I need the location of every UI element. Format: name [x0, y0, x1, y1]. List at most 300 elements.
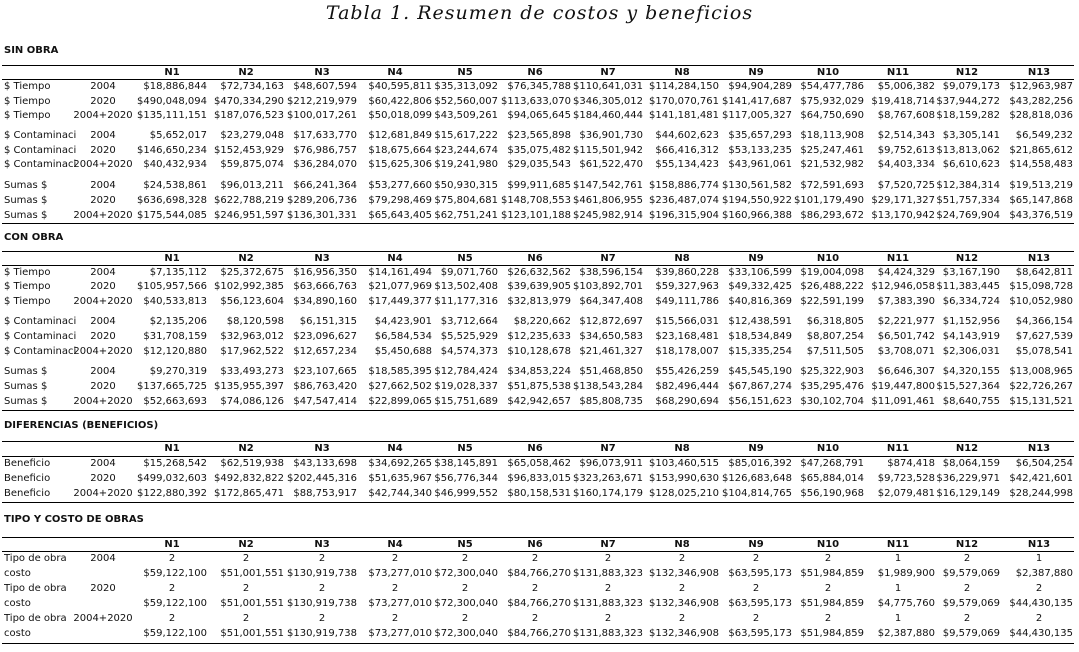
column-header-n7: N7: [600, 443, 616, 454]
cell-n2: $470,334,290: [214, 96, 284, 107]
cell-n9: $160,966,388: [722, 210, 792, 221]
cell-n10: $101,179,490: [794, 195, 864, 206]
cell-n13: $22,726,267: [1009, 381, 1073, 392]
cell-n11: $4,403,334: [877, 159, 935, 170]
cell-n1: $636,698,328: [137, 195, 207, 206]
cell-n11: $13,170,942: [871, 210, 935, 221]
column-header-n12: N12: [955, 443, 979, 454]
cell-n3: $43,133,698: [293, 458, 357, 469]
cell-n10: $30,102,704: [800, 396, 864, 407]
cell-n2: $187,076,523: [214, 110, 284, 121]
cell-n3: $130,919,738: [287, 628, 357, 639]
row-year: 2004+2020: [73, 396, 133, 407]
column-header-n3: N3: [314, 253, 330, 264]
table-row: [0, 473, 1079, 485]
cell-n9: 2: [752, 613, 760, 624]
cell-n2: $23,279,048: [220, 130, 284, 141]
cell-n11: $2,079,481: [877, 488, 935, 499]
column-header-row: [0, 539, 1079, 551]
column-header-n11: N11: [886, 539, 910, 550]
cell-n3: $136,301,331: [287, 210, 357, 221]
cell-n7: $346,305,012: [573, 96, 643, 107]
table-row: [0, 613, 1079, 625]
cell-n11: $19,418,714: [871, 96, 935, 107]
cell-n11: $9,723,528: [877, 473, 935, 484]
cell-n4: $21,077,969: [368, 281, 432, 292]
cell-n10: $75,932,029: [800, 96, 864, 107]
cell-n8: 2: [678, 583, 686, 594]
cell-n9: 2: [752, 583, 760, 594]
cell-n13: $10,052,980: [1009, 296, 1073, 307]
cell-n9: $33,106,599: [728, 267, 792, 278]
cell-n5: $46,999,552: [434, 488, 498, 499]
column-header-n7: N7: [600, 67, 616, 78]
column-header-n3: N3: [314, 539, 330, 550]
cell-n7: $38,596,154: [579, 267, 643, 278]
cell-n11: 1: [894, 583, 902, 594]
column-header-n9: N9: [748, 253, 764, 264]
cell-n8: $236,487,074: [649, 195, 719, 206]
cell-n13: $15,098,728: [1009, 281, 1073, 292]
cell-n7: $461,806,955: [573, 195, 643, 206]
table-row: [0, 130, 1079, 142]
cell-n6: $113,633,070: [501, 96, 571, 107]
row-label: $ Contaminaci: [4, 145, 77, 156]
tipo_costo-header-rule: [2, 551, 1074, 552]
table-title: Tabla 1. Resumen de costos y beneficios: [325, 2, 754, 24]
cell-n7: $131,883,323: [573, 598, 643, 609]
cell-n5: 2: [461, 553, 469, 564]
cell-n5: $15,751,689: [434, 396, 498, 407]
cell-n4: $34,692,265: [368, 458, 432, 469]
cell-n9: $117,005,327: [722, 110, 792, 121]
cell-n2: $56,123,604: [220, 296, 284, 307]
cell-n9: $40,816,369: [728, 296, 792, 307]
column-header-n4: N4: [387, 253, 403, 264]
cell-n5: $3,712,664: [440, 316, 498, 327]
cell-n8: $66,416,312: [655, 145, 719, 156]
cell-n11: 1: [894, 553, 902, 564]
cell-n4: $6,584,534: [374, 331, 432, 342]
cell-n12: $11,383,445: [936, 281, 1000, 292]
cell-n2: $59,875,074: [220, 159, 284, 170]
cell-n8: $196,315,904: [649, 210, 719, 221]
cell-n8: $55,426,259: [655, 366, 719, 377]
con_obra-header-rule: [2, 265, 1074, 266]
row-year: 2020: [90, 473, 116, 484]
tipo_costo-bottom-rule: [2, 643, 1074, 644]
column-header-n1: N1: [164, 253, 180, 264]
cell-n4: $22,899,065: [368, 396, 432, 407]
cell-n6: $34,853,224: [507, 366, 571, 377]
row-label: Sumas $: [4, 180, 48, 191]
cell-n3: $100,017,261: [287, 110, 357, 121]
cell-n2: 2: [242, 553, 250, 564]
tipo-costo-heading: TIPO Y COSTO DE OBRAS: [4, 514, 144, 525]
column-header-n2: N2: [238, 253, 254, 264]
cell-n4: 2: [391, 553, 399, 564]
cell-n10: $22,591,199: [800, 296, 864, 307]
cell-n2: $246,951,597: [214, 210, 284, 221]
table-row: [0, 366, 1079, 378]
cell-n1: $7,135,112: [149, 267, 207, 278]
sin-obra-heading: SIN OBRA: [4, 45, 59, 56]
cell-n2: 2: [242, 613, 250, 624]
column-header-n9: N9: [748, 67, 764, 78]
cell-n12: 2: [963, 613, 971, 624]
cell-n2: $62,519,938: [220, 458, 284, 469]
cell-n10: $6,318,805: [806, 316, 864, 327]
cell-n8: $39,860,228: [655, 267, 719, 278]
cell-n6: 2: [531, 583, 539, 594]
cell-n10: $35,295,476: [800, 381, 864, 392]
cell-n4: $73,277,010: [368, 628, 432, 639]
cell-n12: $9,579,069: [942, 568, 1000, 579]
column-header-n6: N6: [527, 67, 543, 78]
cell-n7: 2: [604, 553, 612, 564]
cell-n2: $135,955,397: [214, 381, 284, 392]
row-label: Tipo de obra: [4, 583, 67, 594]
cell-n5: 2: [461, 583, 469, 594]
cell-n6: $42,942,657: [507, 396, 571, 407]
cell-n9: $85,016,392: [728, 458, 792, 469]
cell-n3: $202,445,316: [287, 473, 357, 484]
cell-n5: $75,804,681: [434, 195, 498, 206]
cell-n10: 2: [824, 583, 832, 594]
cell-n5: $23,244,674: [434, 145, 498, 156]
cell-n7: $323,263,671: [573, 473, 643, 484]
cell-n12: $24,769,904: [936, 210, 1000, 221]
cell-n4: 2: [391, 613, 399, 624]
cell-n12: $3,167,190: [942, 267, 1000, 278]
cell-n8: $141,181,481: [649, 110, 719, 121]
cell-n12: $8,064,159: [942, 458, 1000, 469]
cell-n2: $51,001,551: [220, 598, 284, 609]
cell-n2: $25,372,675: [220, 267, 284, 278]
cell-n9: $53,133,235: [728, 145, 792, 156]
cell-n13: 1: [1035, 553, 1043, 564]
row-label: $ Contaminaci: [4, 316, 77, 327]
cell-n12: $15,527,364: [936, 381, 1000, 392]
cell-n9: $104,814,765: [722, 488, 792, 499]
column-header-n5: N5: [457, 253, 473, 264]
row-label: $ Contaminaci: [4, 159, 77, 170]
cell-n10: 2: [824, 613, 832, 624]
column-header-n9: N9: [748, 539, 764, 550]
table-row: [0, 396, 1079, 408]
cell-n11: $29,171,327: [871, 195, 935, 206]
cell-n2: $622,788,219: [214, 195, 284, 206]
cell-n8: $68,290,694: [655, 396, 719, 407]
cell-n8: $153,990,630: [649, 473, 719, 484]
cell-n5: $62,751,241: [434, 210, 498, 221]
row-year: 2020: [90, 195, 116, 206]
table-row: [0, 583, 1079, 595]
cell-n5: $72,300,040: [434, 628, 498, 639]
cell-n1: $146,650,234: [137, 145, 207, 156]
cell-n4: $5,450,688: [374, 346, 432, 357]
row-year: 2004: [90, 553, 116, 564]
column-header-n6: N6: [527, 253, 543, 264]
cell-n3: $17,633,770: [293, 130, 357, 141]
cell-n4: $17,449,377: [368, 296, 432, 307]
cell-n1: $59,122,100: [143, 598, 207, 609]
cell-n8: $15,566,031: [655, 316, 719, 327]
column-header-n2: N2: [238, 443, 254, 454]
cell-n10: $26,488,222: [800, 281, 864, 292]
cell-n6: $84,766,270: [507, 568, 571, 579]
cell-n7: $115,501,942: [573, 145, 643, 156]
cell-n11: $4,775,760: [877, 598, 935, 609]
cell-n1: $18,886,844: [143, 81, 207, 92]
cell-n12: $6,334,724: [942, 296, 1000, 307]
cell-n11: $3,708,071: [877, 346, 935, 357]
cell-n6: $32,813,979: [507, 296, 571, 307]
table-row: [0, 598, 1079, 610]
cell-n12: $37,944,272: [936, 96, 1000, 107]
sin_obra-header-rule: [2, 79, 1074, 80]
cell-n2: $74,086,126: [220, 396, 284, 407]
table-row: [0, 381, 1079, 393]
cell-n12: $16,129,149: [936, 488, 1000, 499]
cell-n11: $6,646,307: [877, 366, 935, 377]
cell-n7: 2: [604, 583, 612, 594]
cell-n7: $103,892,701: [573, 281, 643, 292]
column-header-n8: N8: [674, 67, 690, 78]
column-header-n1: N1: [164, 67, 180, 78]
cell-n9: $56,151,623: [728, 396, 792, 407]
column-header-n10: N10: [816, 253, 840, 264]
cell-n6: $94,065,645: [507, 110, 571, 121]
cell-n11: $5,006,382: [877, 81, 935, 92]
row-year: 2004: [90, 180, 116, 191]
cell-n4: $65,643,405: [368, 210, 432, 221]
cell-n9: $63,595,173: [728, 568, 792, 579]
column-header-n8: N8: [674, 539, 690, 550]
row-year: 2020: [90, 145, 116, 156]
cell-n7: $85,808,735: [579, 396, 643, 407]
table-row: [0, 267, 1079, 279]
row-label: Sumas $: [4, 366, 48, 377]
cell-n13: $14,558,483: [1009, 159, 1073, 170]
row-label: $ Tiempo: [4, 81, 51, 92]
cell-n3: $63,666,763: [293, 281, 357, 292]
row-label: $ Tiempo: [4, 296, 51, 307]
cell-n9: $35,657,293: [728, 130, 792, 141]
cell-n4: $18,675,664: [368, 145, 432, 156]
table-row: [0, 628, 1079, 640]
cell-n10: $47,268,791: [800, 458, 864, 469]
cell-n2: $72,734,163: [220, 81, 284, 92]
table-row: [0, 331, 1079, 343]
cell-n6: $51,875,538: [507, 381, 571, 392]
cell-n5: $43,509,261: [434, 110, 498, 121]
cell-n4: $73,277,010: [368, 568, 432, 579]
cell-n7: $131,883,323: [573, 628, 643, 639]
table-row: [0, 195, 1079, 207]
cell-n4: $42,744,340: [368, 488, 432, 499]
row-label: Beneficio: [4, 488, 51, 499]
cell-n10: $56,190,968: [800, 488, 864, 499]
cell-n12: $8,640,755: [942, 396, 1000, 407]
cell-n10: $86,293,672: [800, 210, 864, 221]
cell-n5: $38,145,891: [434, 458, 498, 469]
cell-n4: $79,298,469: [368, 195, 432, 206]
column-header-n4: N4: [387, 67, 403, 78]
cell-n13: $8,642,811: [1015, 267, 1073, 278]
column-header-n12: N12: [955, 539, 979, 550]
cell-n1: $59,122,100: [143, 568, 207, 579]
cell-n1: $40,432,934: [143, 159, 207, 170]
cell-n6: $39,639,905: [507, 281, 571, 292]
cell-n12: $9,579,069: [942, 598, 1000, 609]
cell-n13: $19,513,219: [1009, 180, 1073, 191]
cell-n1: $137,665,725: [137, 381, 207, 392]
cell-n12: $51,757,334: [936, 195, 1000, 206]
column-header-n9: N9: [748, 443, 764, 454]
row-label: $ Contaminaci: [4, 331, 77, 342]
cell-n8: $59,327,963: [655, 281, 719, 292]
cell-n11: $11,091,461: [871, 396, 935, 407]
cell-n13: 2: [1035, 613, 1043, 624]
table-row: [0, 81, 1079, 93]
cell-n10: $18,113,908: [800, 130, 864, 141]
cell-n7: $245,982,914: [573, 210, 643, 221]
cell-n13: $44,430,135: [1009, 628, 1073, 639]
row-year: 2020: [90, 331, 116, 342]
row-year: 2004: [90, 81, 116, 92]
cell-n13: $43,376,519: [1009, 210, 1073, 221]
cell-n10: $72,591,693: [800, 180, 864, 191]
row-label: Beneficio: [4, 458, 51, 469]
cell-n4: $50,018,099: [368, 110, 432, 121]
cell-n11: $2,387,880: [877, 628, 935, 639]
cell-n7: $96,073,911: [579, 458, 643, 469]
cell-n12: 2: [963, 583, 971, 594]
cell-n13: $21,865,612: [1009, 145, 1073, 156]
cell-n4: $73,277,010: [368, 598, 432, 609]
cell-n11: $7,383,390: [877, 296, 935, 307]
cell-n11: $12,946,058: [871, 281, 935, 292]
cell-n5: $35,313,092: [434, 81, 498, 92]
cell-n10: $51,984,859: [800, 628, 864, 639]
row-year: 2004+2020: [73, 613, 133, 624]
cell-n8: $103,460,515: [649, 458, 719, 469]
cell-n9: $94,904,289: [728, 81, 792, 92]
cell-n1: 2: [168, 583, 176, 594]
cell-n6: $123,101,188: [501, 210, 571, 221]
row-label: $ Contaminaci: [4, 346, 77, 357]
cell-n12: $6,610,623: [942, 159, 1000, 170]
cell-n3: $88,753,917: [293, 488, 357, 499]
cell-n2: $172,865,471: [214, 488, 284, 499]
cell-n4: 2: [391, 583, 399, 594]
sin_obra-bottom-rule: [2, 223, 1074, 224]
cell-n3: $212,219,979: [287, 96, 357, 107]
cell-n5: $5,525,929: [440, 331, 498, 342]
cell-n12: $36,229,971: [936, 473, 1000, 484]
cell-n12: $3,305,141: [942, 130, 1000, 141]
cell-n2: $33,493,273: [220, 366, 284, 377]
column-header-n6: N6: [527, 443, 543, 454]
cell-n1: $12,120,880: [143, 346, 207, 357]
cell-n10: $64,750,690: [800, 110, 864, 121]
cell-n9: $12,438,591: [728, 316, 792, 327]
cell-n9: $67,867,274: [728, 381, 792, 392]
table-row: [0, 553, 1079, 565]
row-label: $ Contaminaci: [4, 130, 77, 141]
column-header-n13: N13: [1027, 443, 1051, 454]
cell-n6: $35,075,482: [507, 145, 571, 156]
cell-n1: $175,544,085: [137, 210, 207, 221]
cell-n11: $2,221,977: [877, 316, 935, 327]
cell-n7: $34,650,583: [579, 331, 643, 342]
cell-n3: $12,657,234: [293, 346, 357, 357]
cell-n6: $96,833,015: [507, 473, 571, 484]
cell-n4: $18,585,395: [368, 366, 432, 377]
column-header-n8: N8: [674, 443, 690, 454]
cell-n8: $23,168,481: [655, 331, 719, 342]
cell-n5: $56,776,344: [434, 473, 498, 484]
column-header-n2: N2: [238, 67, 254, 78]
column-header-n11: N11: [886, 67, 910, 78]
table-row: [0, 296, 1079, 308]
cell-n11: $6,501,742: [877, 331, 935, 342]
cell-n4: $51,635,967: [368, 473, 432, 484]
cell-n8: $44,602,623: [655, 130, 719, 141]
tipo_costo-top-rule: [2, 537, 1074, 538]
table-row: [0, 159, 1079, 171]
row-label: Sumas $: [4, 396, 48, 407]
con_obra-bottom-rule: [2, 410, 1074, 411]
row-year: 2020: [90, 583, 116, 594]
cell-n1: $24,538,861: [143, 180, 207, 191]
column-header-n1: N1: [164, 539, 180, 550]
row-label: costo: [4, 628, 31, 639]
table-row: [0, 316, 1079, 328]
cell-n8: $49,111,786: [655, 296, 719, 307]
cell-n3: 2: [318, 583, 326, 594]
row-year: 2004+2020: [73, 159, 133, 170]
cell-n8: $158,886,774: [649, 180, 719, 191]
cell-n12: $13,813,062: [936, 145, 1000, 156]
cell-n3: $16,956,350: [293, 267, 357, 278]
cell-n10: $21,532,982: [800, 159, 864, 170]
cell-n12: $18,159,282: [936, 110, 1000, 121]
diferencias-heading: DIFERENCIAS (BENEFICIOS): [4, 420, 159, 431]
cell-n13: 2: [1035, 583, 1043, 594]
cell-n3: $23,107,665: [293, 366, 357, 377]
cell-n1: $9,270,319: [149, 366, 207, 377]
cell-n3: $76,986,757: [293, 145, 357, 156]
cell-n8: $132,346,908: [649, 598, 719, 609]
cell-n5: $19,028,337: [434, 381, 498, 392]
cell-n13: $28,818,036: [1009, 110, 1073, 121]
cell-n3: $130,919,738: [287, 598, 357, 609]
cell-n11: $9,752,613: [877, 145, 935, 156]
column-header-n5: N5: [457, 443, 473, 454]
cell-n7: $131,883,323: [573, 568, 643, 579]
row-label: Tipo de obra: [4, 613, 67, 624]
cell-n11: $4,424,329: [877, 267, 935, 278]
cell-n6: $84,766,270: [507, 598, 571, 609]
cell-n6: $65,058,462: [507, 458, 571, 469]
cell-n1: $52,663,693: [143, 396, 207, 407]
cell-n10: $51,984,859: [800, 598, 864, 609]
cell-n4: $12,681,849: [368, 130, 432, 141]
table-row: [0, 180, 1079, 192]
cell-n13: $15,131,521: [1009, 396, 1073, 407]
